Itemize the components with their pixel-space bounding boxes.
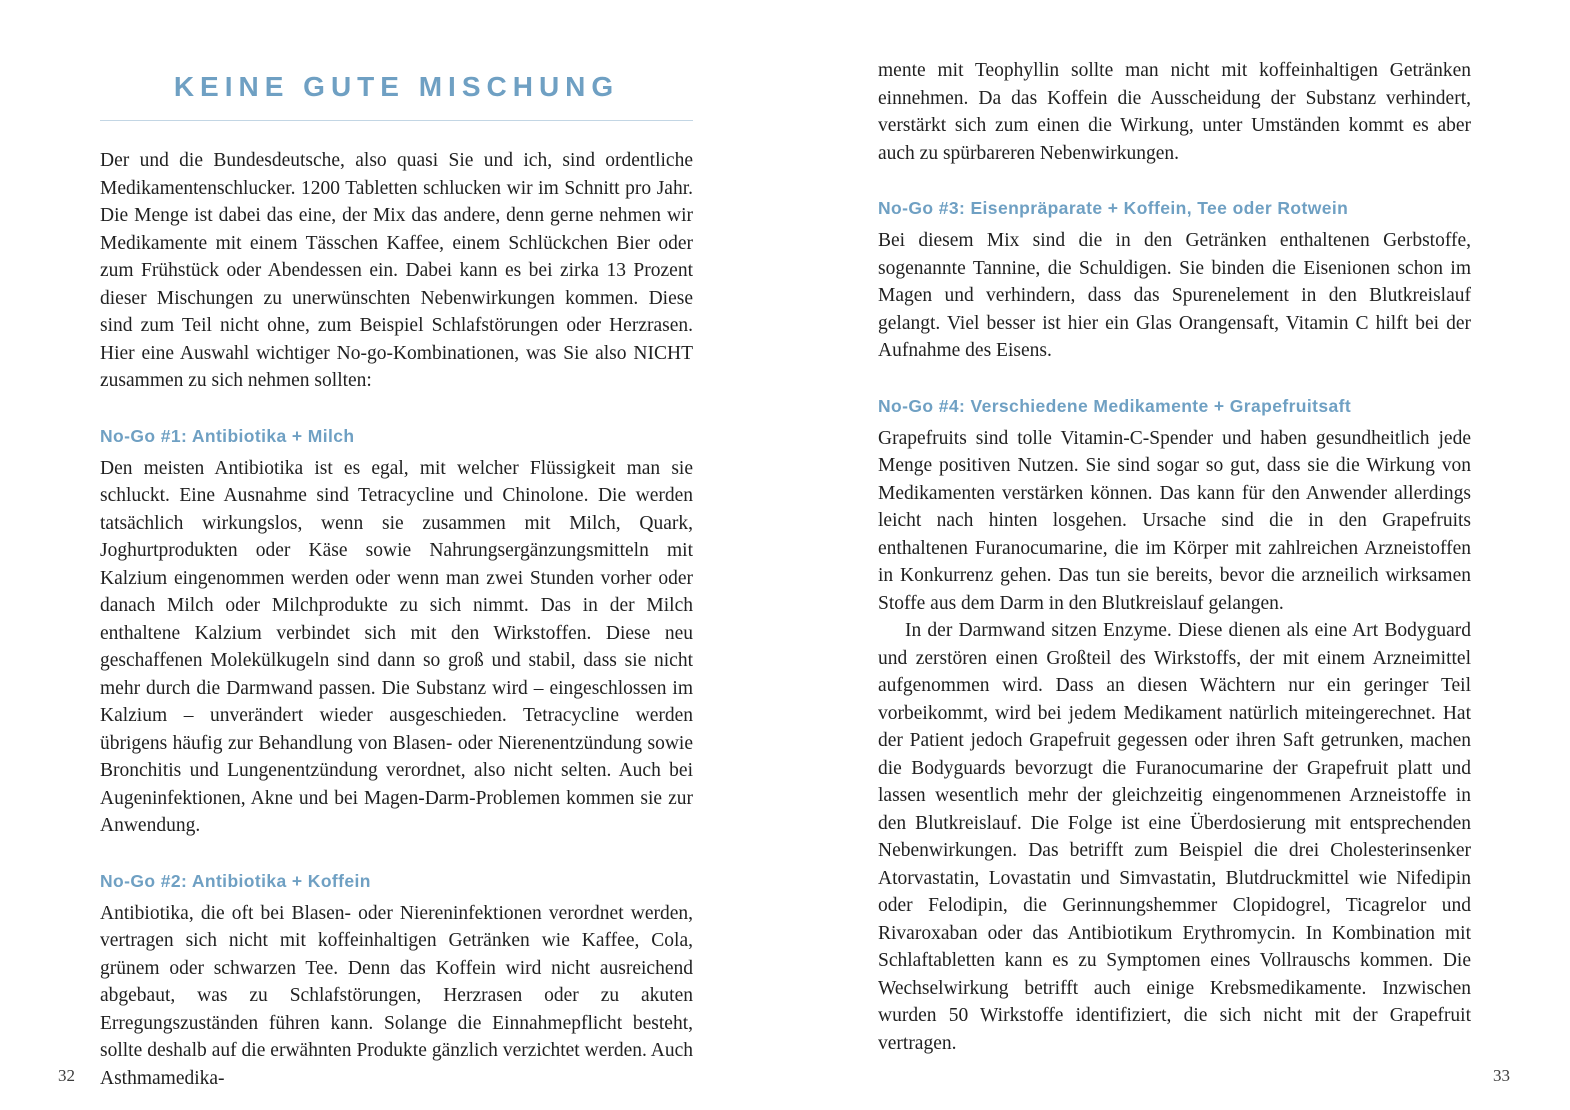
no-go-2-continuation-paragraph: mente mit Teophyllin sollte man nicht mit koffeinhaltigen Getränken einnehmen. Da das Koffein die Ausscheidung der Substanz verhindert, verstärkt sich zum einen die Wirkung, unter Umständen kommt es aber auch zu spürbareren Nebenwirkungen.	[878, 60, 1471, 164]
no-go-4-paragraph-2: In der Darmwand sitzen Enzyme. Diese dienen als eine Art Bodyguard und zerstören einen Großteil des Wirkstoffs, der mit einem Arzneimittel aufgenommen wird. Dass an diesen Wächtern nur ein geringer Teil vorbeikommt, wird bei jedem Medikament natürlich miteingerechnet. Hat der Patient jedoch Grapefruit gegessen oder ihren Saft getrunken, machen die Bodyguards bevorzugt die Furanocumarine der Grapefruit platt und lassen wesentlich mehr der gleichzeitig eingenommenen Arzneistoffe in den Blutkreislauf. Die Folge ist eine Überdosierung mit entsprechenden Nebenwirkungen. Das betrifft zum Beispiel die drei Cholesterinsenker Atorvastatin, Lovastatin und Simvastatin, Blutdruckmittel wie Nifedipin oder Felodipin, die Gerinnungshemmer Clopidogrel, Ticagrelor und Rivaroxaban oder das Antibiotikum Erythromycin. In Kombination mit Schlaftabletten kann es zu Symptomen eines Vollrauschs kommen. Die Wechselwirkung betrifft auch einige Krebsmedikamente. Inzwischen wurden 50 Wirkstoffe identifiziert, die sich nicht mit der Grapefruit vertragen.	[878, 620, 1471, 1054]
page-right	[785, 0, 1570, 1110]
heading-no-go-2: No-Go #2: Antibiotika + Koffein	[100, 870, 371, 891]
intro-paragraph: Der und die Bundesdeutsche, also quasi Sie und ich, sind ordentliche Medikamentenschlucker. 1200 Tabletten schlucken wir im Schnitt pro Jahr. Die Menge ist dabei das eine, der Mix das andere, denn gerne nehmen wir Medikamente mit einem Tässchen Kaffee, einem Schlückchen Bier oder zum Frühstück oder Abendessen ein. Dabei kann es bei zirka 13 Prozent dieser Mischungen zu unerwünschten Nebenwirkungen kommen. Diese sind zum Teil nicht ohne, zum Beispiel Schlafstörungen oder Herzrasen. Hier eine Auswahl wichtiger No-go-Kombinationen, was Sie also NICHT zusammen zu sich nehmen sollten:	[100, 150, 693, 391]
no-go-1-paragraph: Den meisten Antibiotika ist es egal, mit welcher Flüssigkeit man sie schluckt. Eine Ausnahme sind Tetracycline und Chinolone. Die werden tatsächlich wirkungslos, wenn sie zusammen mit Milch, Quark, Joghurtprodukten oder Käse sowie Nahrungsergänzungsmitteln mit Kalzium eingenommen werden oder wenn man zwei Stunden vorher oder danach Milch oder Milchprodukte zu sich nimmt. Das in der Milch enthaltene Kalzium verbindet sich mit den Wirkstoffen. Diese neu geschaffenen Molekülkugeln sind dann so groß und stabil, dass sie nicht mehr durch die Darmwand passen. Die Substanz wird – eingeschlossen im Kalzium – unverändert wieder ausgeschieden. Tetracycline werden übrigens häufig zur Behandlung von Blasen- oder Nierenentzündung sowie Bronchitis und Lungenentzündung verordnet, also nicht selten. Auch bei Augeninfektionen, Akne und bei Magen-Darm-Problemen kommen sie zur Anwendung.	[100, 457, 693, 836]
right-text-column	[878, 57, 1471, 1057]
chapter-title: KEINE GUTE MISCHUNG	[173, 71, 620, 102]
heading-no-go-4: No-Go #4: Verschiedene Medikamente + Grapefruitsaft	[878, 395, 1352, 416]
no-go-4-paragraph: Grapefruits sind tolle Vitamin-C-Spender und haben gesundheitlich jede Menge positiven Nutzen. Sie sind sogar so gut, dass sie die Wirkung von Medikamenten verstärken können. Das kann für den Anwender allerdings leicht nach hinten losgehen. Ursache sind die in den Grapefruits enthaltenen Furanocumarine, die im Körper mit zahlreichen Arzneistoffen in Konkurrenz gehen. Das tun sie bereits, bevor die arzneilich wirksamen Stoffe aus dem Darm in den Blutkreislauf gelangen.	[878, 427, 1471, 614]
heading-no-go-1: No-Go #1: Antibiotika + Milch	[100, 425, 355, 446]
page-number-left: 32	[58, 1066, 75, 1085]
no-go-3-paragraph: Bei diesem Mix sind die in den Getränken enthaltenen Gerbstoffe, sogenannte Tannine, die Schuldigen. Sie binden die Eisenionen schon im Magen und verhindern, dass das Spurenelement in den Blutkreislauf gelangt. Viel besser ist hier ein Glas Orangensaft, Vitamin C hilft bei der Aufnahme des Eisens.	[878, 230, 1471, 361]
title-divider	[100, 120, 693, 121]
left-text-column	[100, 57, 693, 1092]
page-number-right: 33	[1493, 1066, 1510, 1085]
heading-no-go-3: No-Go #3: Eisenpräparate + Koffein, Tee oder Rotwein	[878, 198, 1349, 218]
no-go-2-paragraph: Antibiotika, die oft bei Blasen- oder Niereninfektionen verordnet werden, vertragen sich nicht mit koffeinhaltigen Getränken wie Kaffee, Cola, grünem oder schwarzen Tee. Denn das Koffein wird nicht ausreichend abgebaut, was zu Schlafstörungen, Herzrasen oder zu akuten Erregungszuständen führen kann. Solange die Einnahmepflicht besteht, sollte deshalb auf die erwähnten Produkte gänzlich verzichtet werden. Auch Asthmamedika-	[100, 902, 693, 1089]
